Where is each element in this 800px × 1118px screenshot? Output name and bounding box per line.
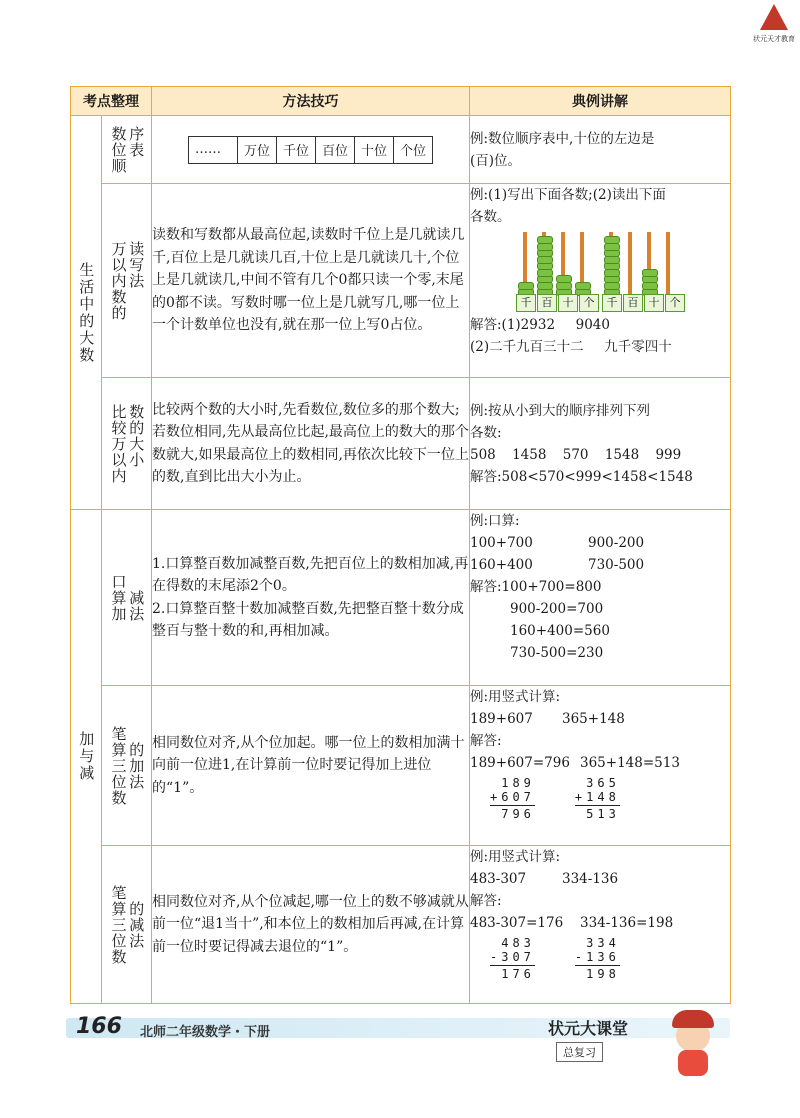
vert-row: -136	[574, 950, 620, 964]
place-cell: ……	[188, 136, 237, 163]
abacus-bead	[518, 282, 534, 290]
mascot-illustration	[664, 1006, 722, 1076]
topic-label: 万以内数的	[109, 240, 128, 321]
question-line	[470, 532, 730, 554]
topic-cell	[102, 510, 152, 686]
abacus-bead	[537, 236, 553, 244]
vertical-calculations	[470, 776, 730, 821]
example-cell	[470, 846, 731, 1004]
method-cell	[152, 116, 470, 184]
category-big-numbers: 生活中的大数	[77, 261, 96, 364]
answer-text: 483-307=176	[470, 915, 564, 931]
topic-label: 序表	[127, 125, 146, 158]
question-line	[470, 868, 730, 890]
abacus-label: 十	[558, 294, 578, 312]
answer-text: 189+607=796	[470, 755, 570, 771]
abacus-label: 千	[516, 294, 536, 312]
answer-line	[470, 336, 730, 358]
answer-text: 365+148=513	[580, 755, 680, 771]
vert-row: -307	[490, 950, 535, 964]
vert-row: 198	[586, 967, 620, 981]
vert-row: +148	[574, 790, 620, 804]
question: 730-500	[588, 557, 645, 573]
answer-line	[470, 314, 730, 336]
vert-row: 365	[586, 776, 620, 790]
abacus-label: 百	[623, 294, 643, 312]
abacus-label: 千	[602, 294, 622, 312]
number: 508	[470, 446, 496, 463]
topic-label: 比较万以内	[109, 403, 128, 484]
example-cell	[470, 378, 731, 510]
section-tag: 总复习	[556, 1042, 603, 1062]
abacus-label: 十	[644, 294, 664, 312]
number: 1458	[512, 446, 547, 463]
topic-label: 的减法	[127, 900, 146, 949]
vert-rule	[575, 805, 620, 806]
example-line: 各数:	[470, 424, 502, 441]
example-cell	[470, 184, 731, 378]
abacus-base	[602, 294, 686, 312]
abacus-rod	[666, 232, 670, 296]
topic-label: 笔算三位数	[109, 884, 128, 965]
place-cell: 百位	[315, 136, 354, 163]
topic-label: 读写法	[127, 240, 146, 289]
page-number: 166	[76, 1014, 122, 1039]
example-line: 例:(1)写出下面各数;(2)读出下面	[470, 187, 666, 203]
answer-text: 解答:(1)2932	[470, 317, 556, 333]
abacus-bead	[642, 269, 658, 277]
vert-rule	[490, 965, 535, 966]
topic-cell	[102, 686, 152, 846]
method-text: 1.口算整百数加减整百数,先把百位上的数相加减,再在得数的末尾添2个0。	[152, 555, 469, 594]
mascot-hat	[672, 1010, 714, 1028]
example-line: 解答:	[470, 893, 502, 909]
abacus-bead	[575, 282, 591, 290]
question: 365+148	[562, 711, 625, 727]
method-text: 读数和写数都从最高位起,读数时千位上是几就读几千,百位上是几就读几百,十位上是几就读几十,个位上是几就读几,中间不管有几个0都只读一个零,末尾的0都不读。写数时哪一位上是几就写几,哪一位上一个计数单位也没有,就在那一位上写0占位。	[152, 184, 470, 378]
vertical-subtraction	[490, 936, 535, 981]
brand-name: 状元大课堂	[548, 1019, 629, 1038]
example-line: 例:口算:	[470, 513, 520, 529]
abacus-bead	[556, 275, 572, 283]
category-cell	[71, 510, 102, 1004]
logo-text: 状元天才教育	[753, 35, 795, 43]
answer-line	[470, 912, 730, 934]
topic-label: 的加法	[127, 741, 146, 790]
topic-cell	[102, 184, 152, 378]
category-cell	[71, 116, 102, 510]
numbers-line	[470, 444, 730, 466]
example-line: 例:数位顺序表中,十位的左边是	[470, 130, 655, 147]
vert-row: +607	[490, 790, 535, 804]
vertical-addition	[490, 776, 535, 821]
review-table	[70, 86, 731, 1004]
table-row	[71, 510, 731, 686]
method-text: 相同数位对齐,从个位加起。哪一位上的数相加满十向前一位进1,在计算前一位时要记得加上进位的“1”。	[152, 686, 470, 846]
number: 570	[562, 446, 589, 463]
vert-row: 796	[501, 807, 535, 821]
header-examples: 典例讲解	[470, 87, 731, 116]
answer-line: 160+400=560	[510, 623, 610, 639]
place-cell: 万位	[237, 136, 276, 163]
topic-label: 数位顺	[109, 125, 128, 174]
answer-text: 9040	[575, 317, 610, 333]
answer-text: 九千零四十	[604, 339, 672, 355]
question-line	[470, 554, 730, 576]
topic-cell	[102, 378, 152, 510]
abacus-rod	[628, 232, 632, 296]
answer-line	[470, 752, 730, 774]
book-title: 北师二年级数学・下册	[140, 1025, 271, 1040]
example-line: 例:按从小到大的顺序排列下列	[470, 402, 651, 419]
question: 900-200	[588, 535, 645, 551]
place-cell: 个位	[394, 136, 433, 163]
vert-row: 513	[586, 807, 620, 821]
vertical-subtraction	[575, 936, 620, 981]
example-cell	[470, 686, 731, 846]
example-line: 例:用竖式计算:	[470, 689, 561, 705]
table-row	[71, 116, 731, 184]
table-row	[71, 378, 731, 510]
question: 160+400	[470, 557, 533, 573]
topic-label: 数的大小	[127, 403, 146, 468]
topic-label: 减法	[127, 589, 146, 622]
example-cell	[470, 510, 731, 686]
example-line: (百)位。	[470, 152, 522, 169]
question-line	[470, 708, 730, 730]
abacus-figure	[516, 232, 681, 312]
mascot-body	[678, 1050, 708, 1076]
abacus-label: 百	[537, 294, 557, 312]
method-text: 比较两个数的大小时,先看数位,数位多的那个数大;若数位相同,先从最高位比起,最高位上的数大的那个数就大,如果最高位上的数相同,再依次比较下一位上的数,直到比出大小为止。	[152, 378, 470, 510]
logo-icon	[760, 4, 788, 30]
abacus-label: 个	[579, 294, 599, 312]
example-line: 例:用竖式计算:	[470, 849, 561, 865]
header-methods: 方法技巧	[152, 87, 470, 116]
question: 483-307	[470, 871, 527, 887]
question: 189+607	[470, 711, 533, 727]
answer-line: 解答:508<570<999<1458<1548	[470, 468, 693, 485]
answer-text: (2)二千九百三十二	[470, 339, 584, 355]
example-cell	[470, 116, 731, 184]
answer-line: 解答:100+700=800	[470, 579, 602, 595]
place-cell: 千位	[276, 136, 315, 163]
topic-label: 口算加	[109, 573, 128, 622]
answer-text: 334-136=198	[580, 915, 674, 931]
question: 334-136	[562, 871, 619, 887]
number: 999	[655, 446, 682, 463]
header-topics: 考点整理	[71, 87, 152, 116]
header-row	[71, 87, 731, 116]
brand-logo	[752, 4, 796, 48]
place-value-table	[188, 136, 433, 164]
number: 1548	[604, 446, 640, 463]
method-cell	[152, 510, 470, 686]
method-text: 2.口算整百整十数加减整百数,先把整百整十数分成整百与整十数的和,再相加减。	[152, 600, 464, 639]
place-cell: 十位	[355, 136, 394, 163]
answer-line: 730-500=230	[510, 645, 604, 661]
example-line: 各数。	[470, 209, 511, 225]
vert-row: 176	[501, 967, 535, 981]
question: 100+700	[470, 535, 533, 551]
topic-cell	[102, 846, 152, 1004]
answer-line: 900-200=700	[510, 601, 604, 617]
topic-cell	[102, 116, 152, 184]
topic-label: 笔算三位数	[109, 725, 128, 806]
vert-rule	[490, 805, 535, 806]
abacus-bead	[604, 236, 620, 244]
category-add-subtract: 加与减	[77, 731, 96, 782]
table-row	[71, 846, 731, 1004]
example-line: 解答:	[470, 733, 502, 749]
vert-row: 483	[501, 936, 535, 950]
table-row	[71, 686, 731, 846]
method-text: 相同数位对齐,从个位减起,哪一位上的数不够减就从前一位“退1当十”,和本位上的数相加后再减,在计算前一位时要记得减去退位的“1”。	[152, 846, 470, 1004]
vert-row: 189	[501, 776, 535, 790]
vert-row: 334	[586, 936, 620, 950]
table-row	[71, 184, 731, 378]
abacus-label: 个	[665, 294, 685, 312]
vertical-calculations	[470, 936, 730, 981]
abacus-base	[516, 294, 600, 312]
vertical-addition	[575, 776, 620, 821]
vert-rule	[575, 965, 620, 966]
